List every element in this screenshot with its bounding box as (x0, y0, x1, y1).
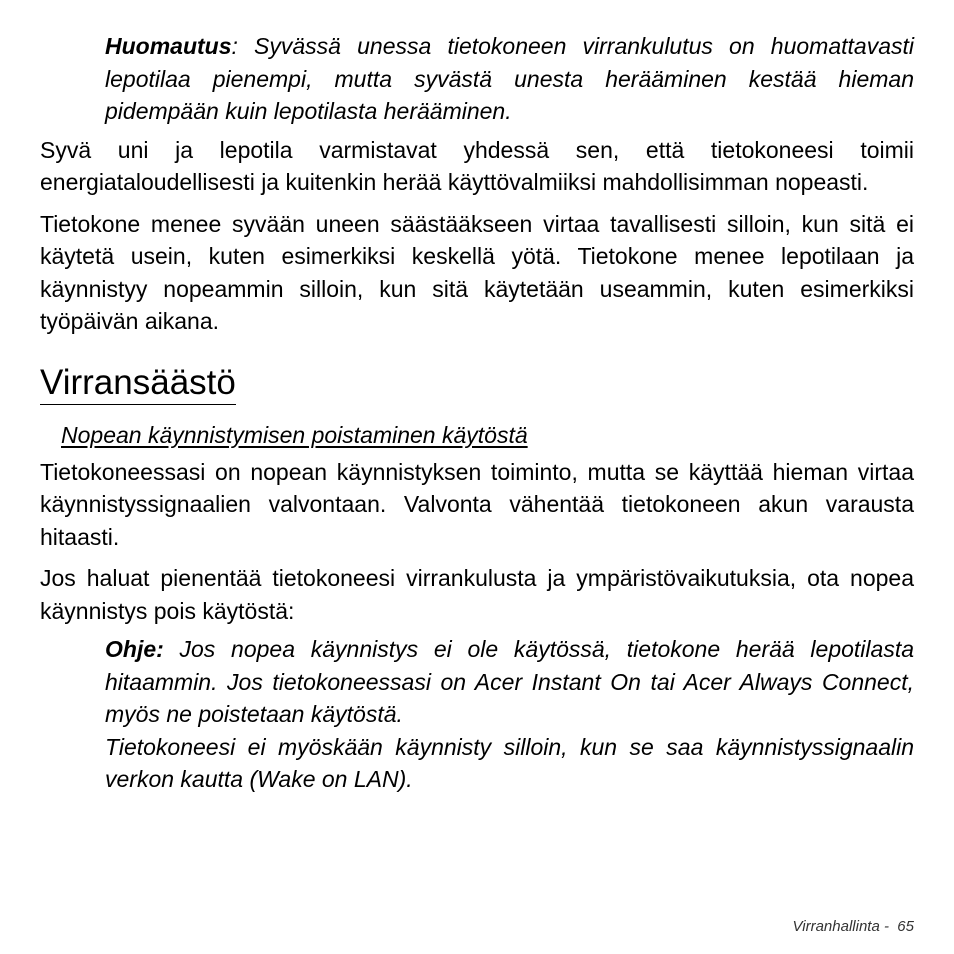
paragraph-1: Syvä uni ja lepotila varmistavat yhdessä sen, että tietokoneesi toimii energiataloudellisesti ja kuitenkin herää käyttövalmiiksi mahdollisimman nopeasti. (40, 136, 914, 195)
paragraph-3: Tietokoneessasi on nopean käynnistyksen toiminto, mutta se käyttää hieman virtaa käynnistyssignaalien valvontaan. Valvonta vähentää tietokoneen akun varausta hitaasti. (40, 458, 914, 550)
ohje-label: Ohje: (105, 636, 164, 662)
note-text: : Syvässä unessa tietokoneen virrankulutus on huomattavasti lepotilaa pienempi, mutta syvästä unesta herääminen kestää hieman pidempään kuin lepotilasta herääminen. (105, 33, 914, 124)
subheading: Nopean käynnistymisen poistaminen käytöstä (61, 421, 528, 448)
page-footer: Virranhallinta - 65 (792, 918, 914, 935)
paragraph-4: Jos haluat pienentää tietokoneesi virrankulusta ja ympäristövaikutuksia, ota nopea käynnistys pois käytöstä: (40, 565, 914, 624)
note-ohje-2: Tietokoneesi ei myöskään käynnisty silloin, kun se saa käynnistyssignaalin verkon kautta (Wake on LAN). (105, 733, 914, 792)
paragraph-2: Tietokone menee syvään uneen säästääkseen virtaa tavallisesti silloin, kun sitä ei käytetä usein, kuten esimerkiksi keskellä yötä. Tietokone menee lepotilaan ja käynnistyy nopeammin silloin, kun sitä käytetään useammin, kuten esimerkiksi työpäivän aikana. (40, 210, 914, 334)
note-label: Huomautus (105, 33, 232, 59)
note-ohje (105, 633, 914, 731)
note-ohje-block (40, 633, 914, 796)
document-page (40, 30, 914, 796)
ohje-text: Jos nopea käynnistys ei ole käytössä, tietokone herää lepotilasta hitaammin. Jos tietokoneessasi on Acer Instant On tai Acer Always Connect, myös ne poistetaan käytöstä. (105, 636, 914, 727)
note-huomautus (105, 30, 914, 128)
section-title: Virransäästö (40, 363, 236, 405)
